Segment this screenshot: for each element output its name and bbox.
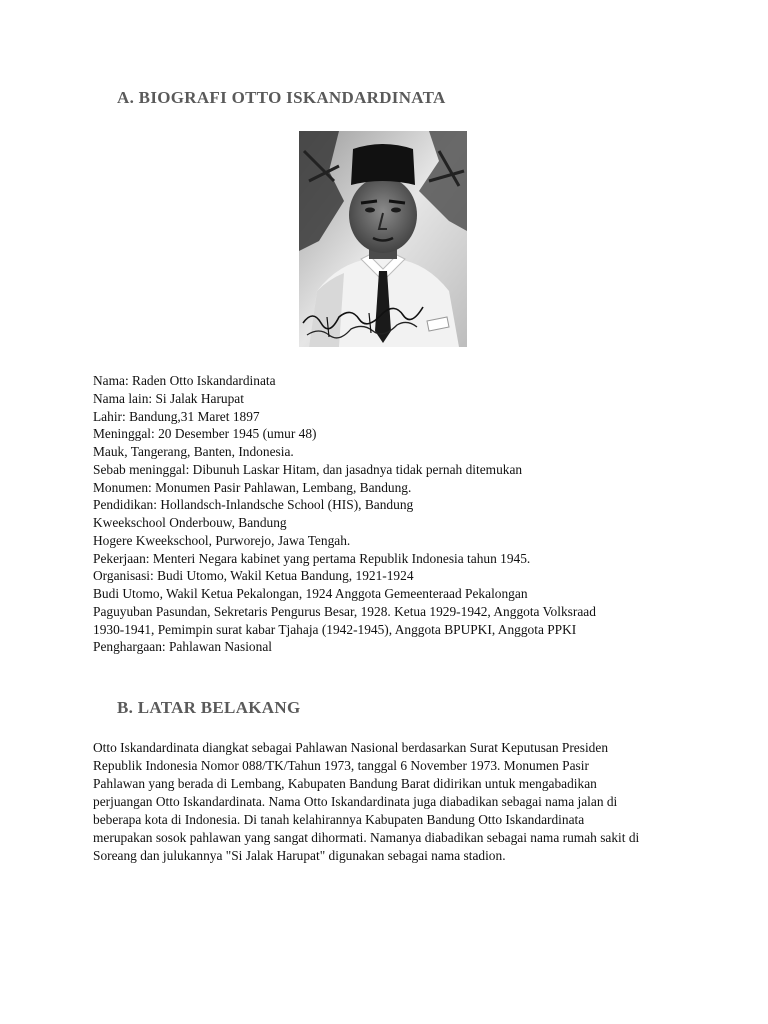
paragraph-line: perjuangan Otto Iskandardinata. Nama Otto Iskandardinata juga diabadikan sebagai nama jalan di — [93, 794, 618, 809]
bio-line: Budi Utomo, Wakil Ketua Pekalongan, 1924 Anggota Gemeenteraad Pekalongan — [93, 586, 528, 601]
section-a-heading: A. BIOGRAFI OTTO ISKANDARDINATA — [117, 88, 446, 107]
paragraph-line: Soreang dan julukannya "Si Jalak Harupat" digunakan sebagai nama stadion. — [93, 848, 506, 863]
bio-line: Nama: Raden Otto Iskandardinata — [93, 373, 276, 388]
bio-line: Penghargaan: Pahlawan Nasional — [93, 639, 272, 655]
bio-line: 1930-1941, Pemimpin surat kabar Tjahaja (1942-1945), Anggota BPUPKI, Anggota PPKI — [93, 621, 577, 637]
bio-line: Monumen: Monumen Pasir Pahlawan, Lembang, Bandung. — [93, 479, 412, 495]
paragraph-line: Pahlawan yang berada di Lembang, Kabupaten Bandung Barat didirikan untuk mengabadikan — [93, 776, 597, 791]
bio-line: Paguyuban Pasundan, Sekretaris Pengurus Besar, 1928. Ketua 1929-1942, Anggota Volksraad — [93, 603, 596, 619]
bio-line: Mauk, Tangerang, Banten, Indonesia. — [93, 444, 294, 459]
bio-line: Nama lain: Si Jalak Harupat — [93, 390, 244, 406]
bio-line: Pekerjaan: Menteri Negara kabinet yang pertama Republik Indonesia tahun 1945. — [93, 550, 531, 566]
bio-line: Meninggal: 20 Desember 1945 (umur 48) — [93, 426, 317, 442]
bio-line: Lahir: Bandung,31 Maret 1897 — [93, 408, 260, 424]
bio-line: Hogere Kweekschool, Purworejo, Jawa Tengah. — [93, 532, 351, 548]
paragraph-line: Republik Indonesia Nomor 088/TK/Tahun 1973, tanggal 6 November 1973. Monumen Pasir — [93, 758, 589, 773]
portrait-photo — [299, 131, 467, 347]
bio-line: Kweekschool Onderbouw, Bandung — [93, 515, 287, 530]
paragraph-line: beberapa kota di Indonesia. Di tanah kelahirannya Kabupaten Bandung Otto Iskandardinata — [93, 812, 585, 827]
bio-line: Pendidikan: Hollandsch-Inlandsche School (HIS), Bandung — [93, 497, 414, 513]
portrait-illustration — [299, 131, 467, 347]
paragraph-line: Otto Iskandardinata diangkat sebagai Pahlawan Nasional berdasarkan Surat Keputusan Presiden — [93, 740, 609, 755]
paragraph-line: merupakan sosok pahlawan yang sangat dihormati. Namanya diabadikan sebagai nama rumah sakit di — [93, 830, 640, 845]
biography-list — [93, 372, 693, 656]
bio-line: Organisasi: Budi Utomo, Wakil Ketua Bandung, 1921-1924 — [93, 568, 414, 584]
section-b-heading: B. LATAR BELAKANG — [117, 698, 301, 717]
background-paragraph — [93, 739, 693, 865]
bio-line: Sebab meninggal: Dibunuh Laskar Hitam, dan jasadnya tidak pernah ditemukan — [93, 461, 523, 477]
